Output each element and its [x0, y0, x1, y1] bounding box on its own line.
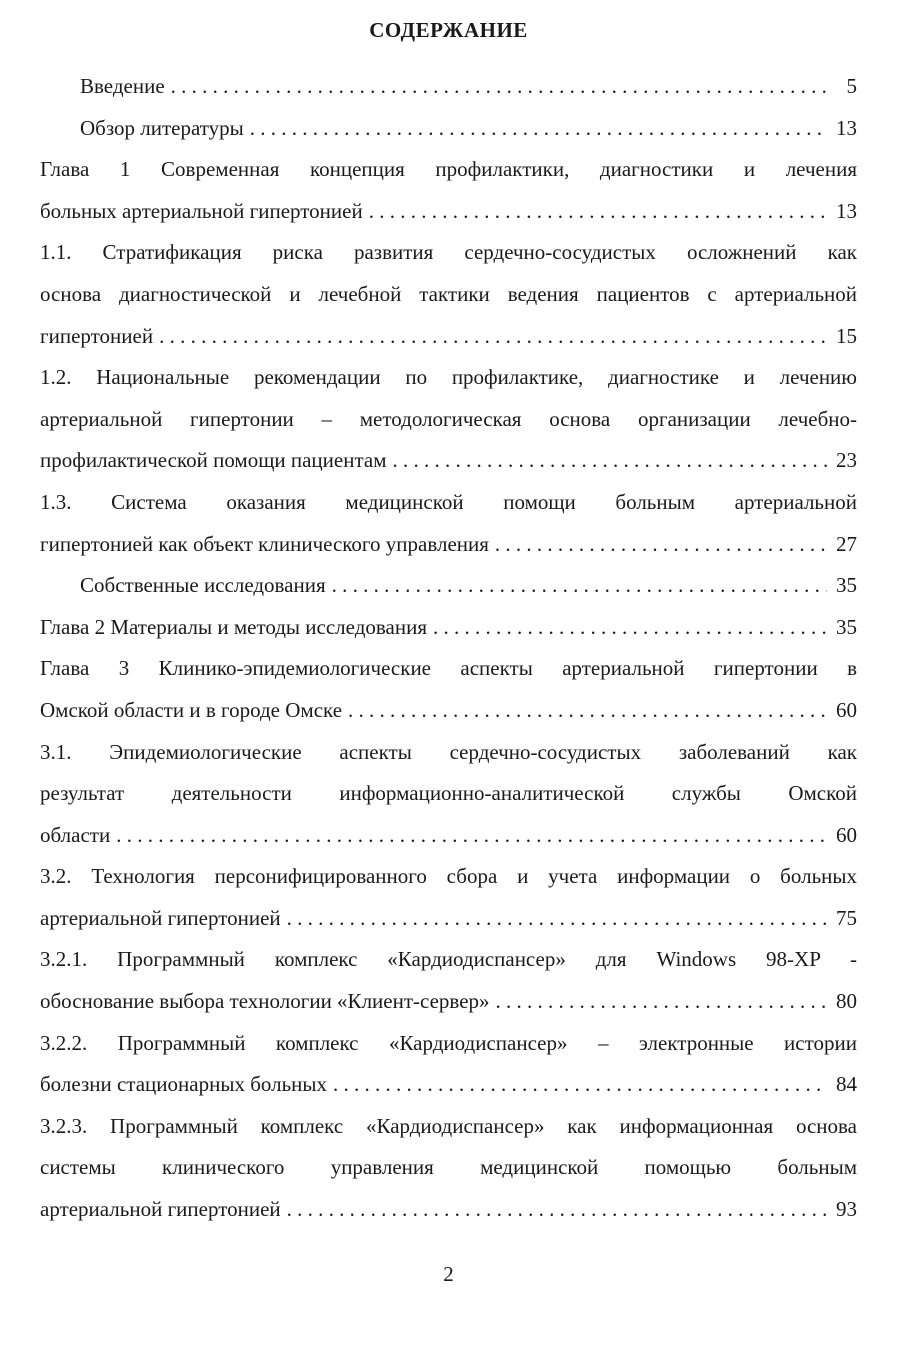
dot-leader [348, 690, 827, 732]
toc-entry-last-line [40, 981, 857, 1023]
toc-entry-last-line [40, 607, 857, 649]
toc-entry-text: 1.2. Национальные рекомендации по профилактике, диагностике и лечению [40, 365, 857, 390]
toc-entry-text: болезни стационарных больных [40, 1072, 328, 1097]
toc-entry-text: артериальной гипертонии – методологическая основа организации лечебно- [40, 406, 857, 431]
toc-entry [40, 939, 857, 1022]
dot-leader [496, 981, 827, 1023]
toc-page-number: 35 [836, 573, 857, 598]
toc-entry-text: 3.2.3. Программный комплекс «Кардиодиспансер» как информационная основа [40, 1113, 857, 1138]
toc-page-number: 23 [836, 448, 857, 473]
page-number: 2 [443, 1262, 454, 1286]
toc-entry [40, 607, 857, 649]
toc-entry-last-line [40, 898, 857, 940]
toc-entry-last-line [80, 565, 857, 607]
toc-entry [40, 1106, 857, 1231]
toc-entry-text: Собственные исследования [80, 573, 326, 598]
dot-leader [333, 1064, 827, 1106]
toc-entry [40, 357, 857, 482]
dot-leader [369, 191, 827, 233]
toc-page-number: 13 [836, 115, 857, 140]
toc-entry-text: 3.1. Эпидемиологические аспекты сердечно-сосудистых заболеваний как [40, 739, 857, 764]
toc-page-number: 27 [836, 531, 857, 556]
toc-entry-text: Обзор литературы [80, 115, 244, 140]
dot-leader [250, 108, 827, 150]
toc-page-number: 80 [836, 989, 857, 1014]
toc-entry-text: гипертонией [40, 323, 154, 348]
dot-leader [287, 1189, 827, 1231]
toc-entry-text: 1.1. Стратификация риска развития сердечно-сосудистых осложнений как [40, 240, 857, 265]
toc-entry-text: основа диагностической и лечебной тактики ведения пациентов с артериальной [40, 281, 857, 306]
toc-page-number: 84 [836, 1072, 857, 1097]
toc-entry-last-line [80, 66, 857, 108]
toc-entry [40, 856, 857, 939]
toc-entry-last-line [40, 316, 857, 358]
toc-entry-text: 1.3. Система оказания медицинской помощи больным артериальной [40, 489, 857, 514]
toc-entry-text: результат деятельности информационно-аналитической службы Омской [40, 781, 857, 806]
toc-entry-text: больных артериальной гипертонией [40, 198, 363, 223]
table-of-contents [40, 66, 857, 1231]
toc-entry-text: профилактической помощи пациентам [40, 448, 387, 473]
toc-page-number: 13 [836, 198, 857, 223]
dot-leader [433, 607, 827, 649]
toc-entry-text: 3.2.2. Программный комплекс «Кардиодиспансер» – электронные истории [40, 1030, 857, 1055]
toc-entry-text: Глава 2 Материалы и методы исследования [40, 614, 427, 639]
page-title: СОДЕРЖАНИЕ [369, 18, 528, 42]
toc-entry [40, 108, 857, 150]
toc-entry-text: артериальной гипертонией [40, 1197, 281, 1222]
toc-page-number: 93 [836, 1197, 857, 1222]
toc-entry-last-line [80, 108, 857, 150]
toc-entry-text: гипертонией как объект клинического управления [40, 531, 489, 556]
toc-entry [40, 565, 857, 607]
toc-page-number: 35 [836, 614, 857, 639]
toc-entry [40, 149, 857, 232]
toc-entry [40, 732, 857, 857]
toc-entry-text: области [40, 822, 111, 847]
toc-page-number: 60 [836, 697, 857, 722]
dot-leader [116, 815, 827, 857]
dot-leader [332, 565, 827, 607]
toc-entry-last-line [40, 524, 857, 566]
toc-page-number: 60 [836, 822, 857, 847]
toc-entry-last-line [40, 1064, 857, 1106]
dot-leader [159, 316, 827, 358]
toc-entry-text: артериальной гипертонией [40, 905, 281, 930]
toc-entry-last-line [40, 191, 857, 233]
dot-leader [393, 440, 828, 482]
toc-entry [40, 648, 857, 731]
toc-entry-text: 3.2. Технология персонифицированного сбора и учета информации о больных [40, 864, 857, 889]
toc-entry-text: Глава 1 Современная концепция профилактики, диагностики и лечения [40, 157, 857, 182]
toc-page-number: 5 [846, 74, 857, 98]
toc-entry-text: Глава 3 Клинико-эпидемиологические аспекты артериальной гипертонии в [40, 656, 857, 681]
toc-entry-last-line [40, 440, 857, 482]
toc-page-number: 75 [836, 905, 857, 930]
dot-leader [287, 898, 827, 940]
toc-entry [40, 1023, 857, 1106]
toc-entry-text: системы клинического управления медицинской помощью больным [40, 1155, 857, 1180]
toc-entry [40, 482, 857, 565]
toc-entry-last-line [40, 690, 857, 732]
toc-entry-text: Омской области и в городе Омске [40, 697, 343, 722]
toc-entry-text: 3.2.1. Программный комплекс «Кардиодиспансер» для Windows 98-XP - [40, 947, 857, 972]
toc-entry-text: Введение [80, 74, 165, 98]
toc-entry [40, 232, 857, 357]
toc-page-number: 15 [836, 323, 857, 348]
dot-leader [495, 524, 827, 566]
dot-leader [171, 66, 827, 108]
toc-entry [40, 66, 857, 108]
toc-entry-text: обоснование выбора технологии «Клиент-сервер» [40, 989, 490, 1014]
toc-entry-last-line [40, 815, 857, 857]
toc-entry-last-line [40, 1189, 857, 1231]
